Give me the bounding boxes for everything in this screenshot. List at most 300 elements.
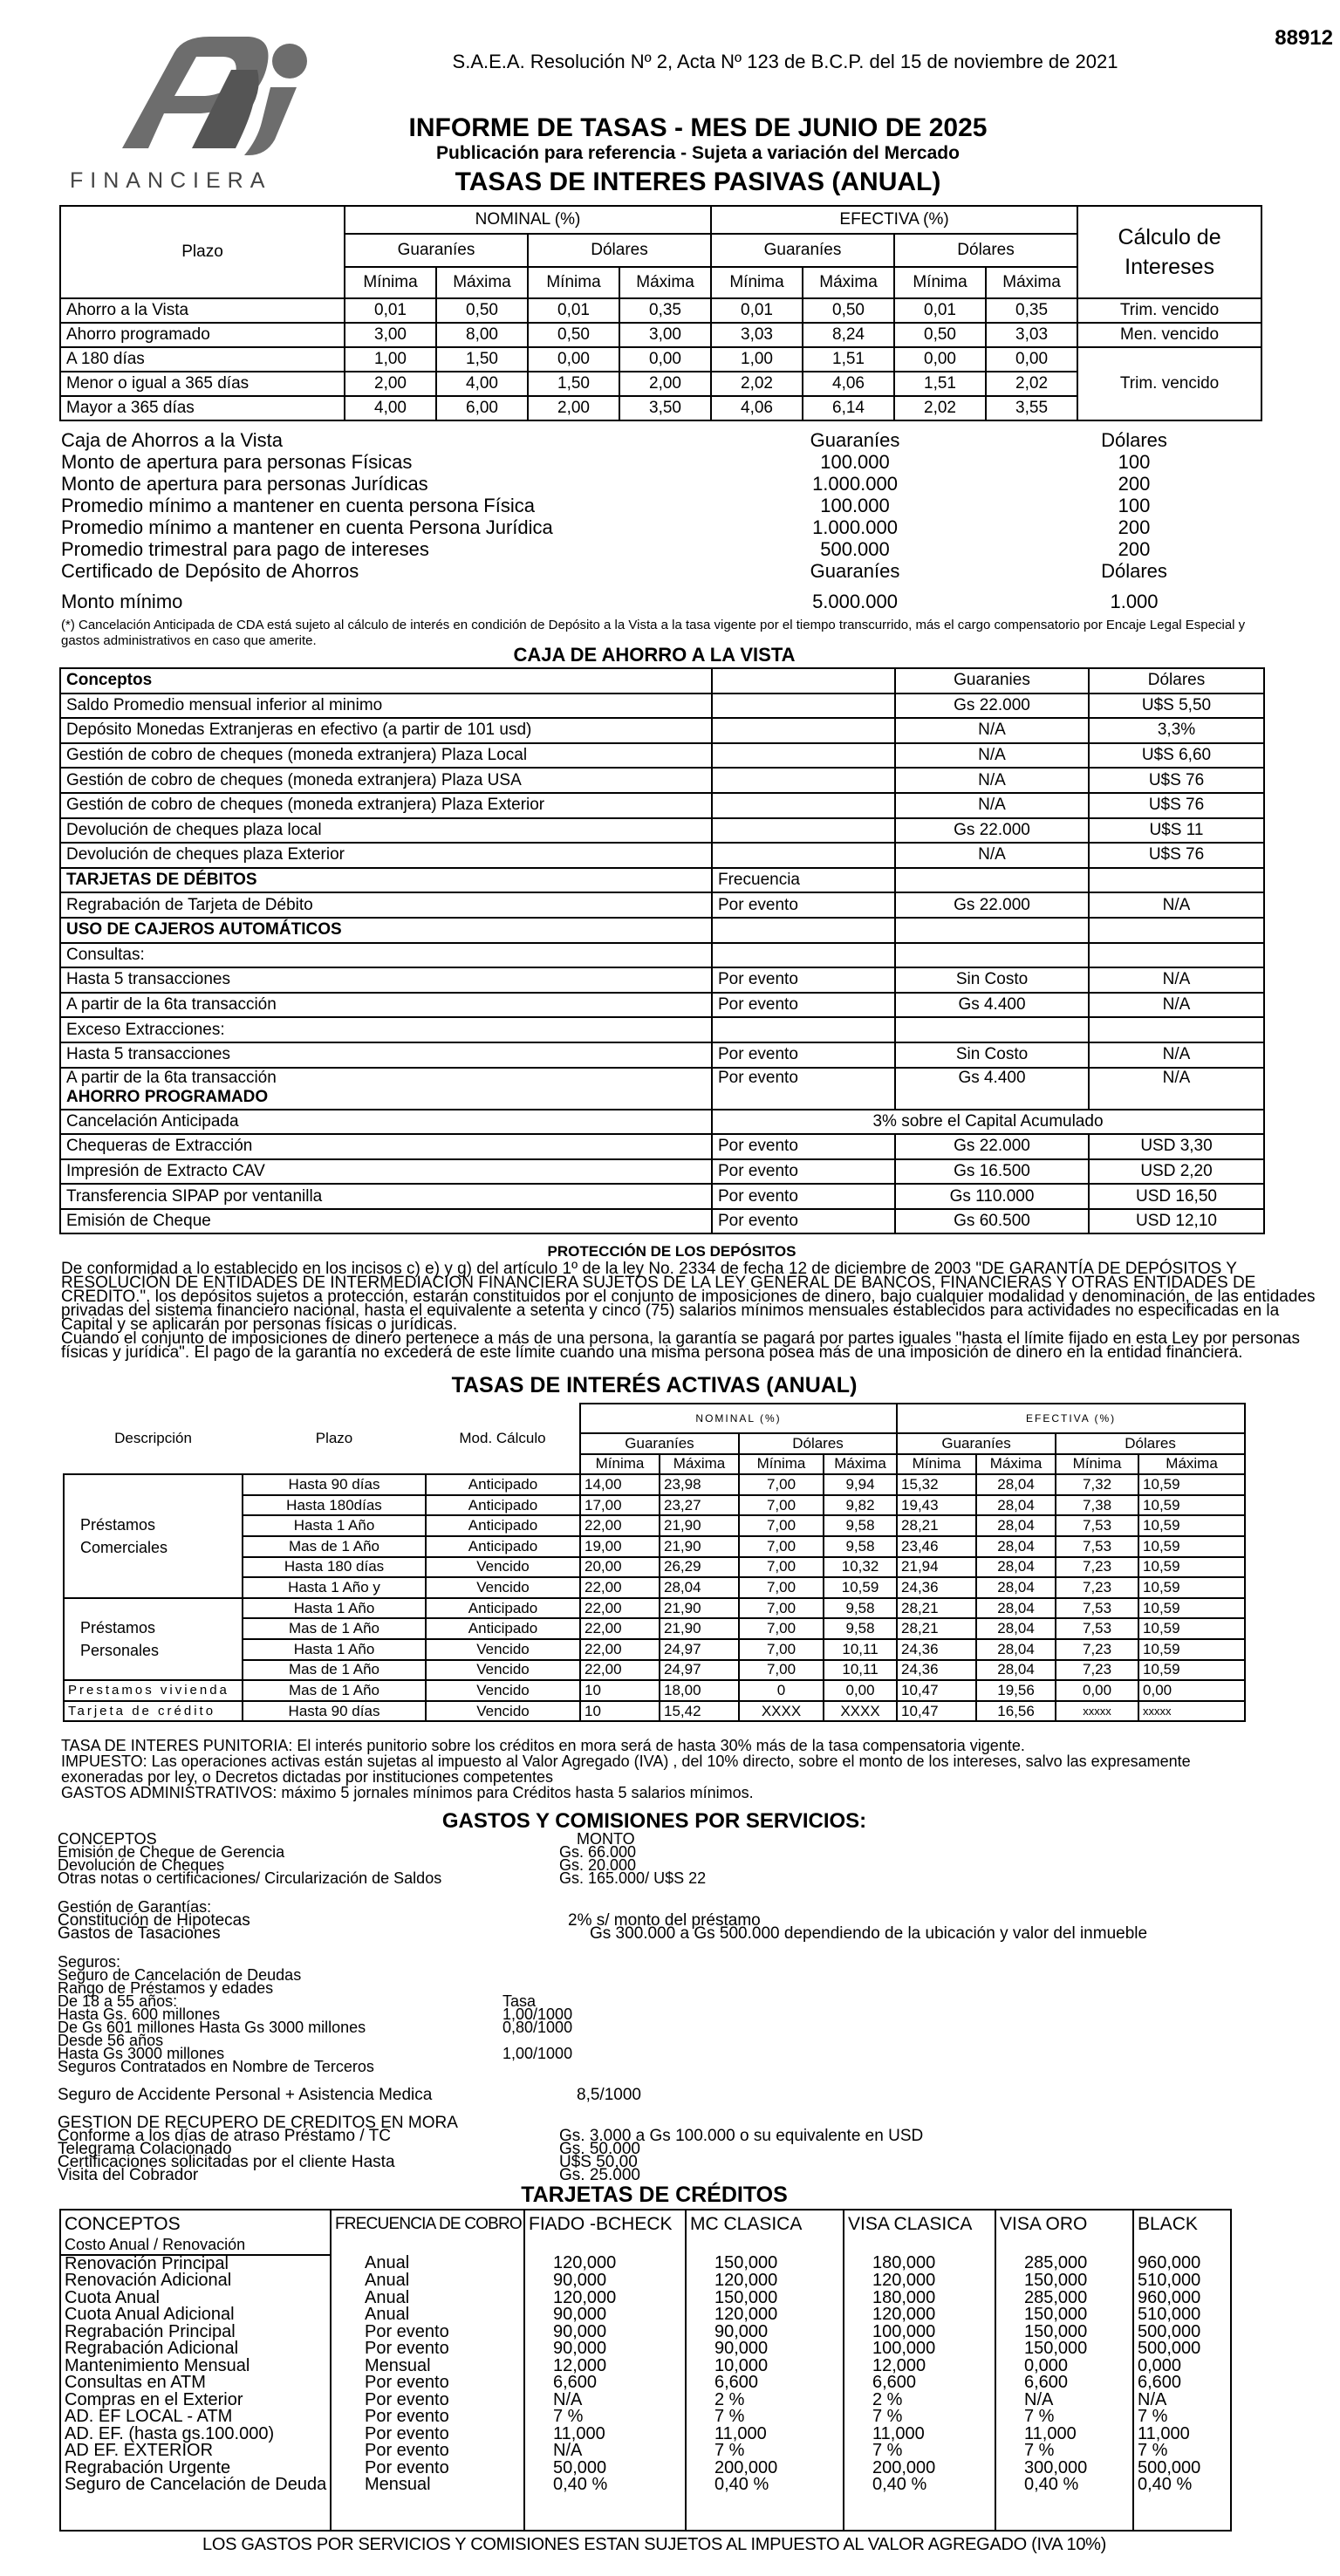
value-usd: 200 bbox=[1118, 538, 1151, 560]
rate-cell: 4,00 bbox=[436, 372, 528, 396]
rate-cell: 2,02 bbox=[894, 396, 986, 420]
table-row bbox=[60, 298, 1261, 323]
mod: Vencido bbox=[426, 1577, 580, 1598]
prog-title: AHORRO PROGRAMADO bbox=[66, 1087, 269, 1106]
concept: Transferencia SIPAP por ventanilla bbox=[60, 1184, 712, 1209]
rate: 9,58 bbox=[824, 1515, 897, 1536]
value: 100,000 bbox=[872, 2340, 936, 2358]
rate-cell: 2,02 bbox=[711, 372, 803, 396]
value: 500,000 bbox=[1138, 2459, 1201, 2477]
value: 2 % bbox=[714, 2391, 745, 2409]
desc-header: Descripción bbox=[64, 1404, 243, 1474]
plazo: Hasta 1 Año y bbox=[243, 1577, 426, 1598]
rate: 26,29 bbox=[660, 1557, 739, 1578]
rate: 20,00 bbox=[580, 1557, 660, 1578]
rate: 23,98 bbox=[660, 1474, 739, 1495]
min-header: Mínima bbox=[897, 1454, 976, 1475]
concept: Seguro de Cancelación de Deuda bbox=[65, 2477, 327, 2494]
value: 50,000 bbox=[553, 2459, 607, 2477]
table-row bbox=[60, 943, 1264, 968]
label: Certificado de Depósito de Ahorros bbox=[61, 560, 359, 582]
gs: Gs 22.000 bbox=[895, 694, 1089, 719]
freq: Por evento bbox=[712, 1184, 895, 1209]
label: Promedio trimestral para pago de intereses bbox=[61, 538, 429, 560]
freq bbox=[712, 918, 895, 943]
min-header: Mínima bbox=[528, 267, 619, 298]
value: 7 % bbox=[1024, 2409, 1055, 2426]
seguro-value: 0,80/1000 bbox=[502, 2019, 573, 2036]
rate: 7,00 bbox=[739, 1598, 824, 1619]
table-row bbox=[59, 2340, 1232, 2358]
mod: Vencido bbox=[426, 1557, 580, 1578]
rate: 7,23 bbox=[1056, 1660, 1138, 1681]
value-gs: 500.000 bbox=[820, 538, 890, 560]
rate-cell: 6,14 bbox=[803, 396, 894, 420]
min-header: Mínima bbox=[739, 1454, 824, 1475]
value-usd: 200 bbox=[1118, 516, 1151, 538]
rate: 10,59 bbox=[1138, 1660, 1245, 1681]
calc-cell: Men. vencido bbox=[1077, 323, 1261, 347]
gs: Gs 60.500 bbox=[895, 1209, 1089, 1234]
plazo-cell: Menor o igual a 365 días bbox=[60, 372, 345, 396]
proteccion-title: PROTECCIÓN DE LOS DEPÓSITOS bbox=[547, 1243, 796, 1260]
table-row bbox=[59, 2443, 1232, 2460]
col-header: VISA ORO bbox=[1000, 2214, 1088, 2234]
concept: AD EF. EXTERIOR bbox=[65, 2443, 214, 2460]
concept: Regrabación Adicional bbox=[65, 2340, 239, 2358]
rate-cell: 4,06 bbox=[711, 396, 803, 420]
plazo-cell: Ahorro programado bbox=[60, 323, 345, 347]
rate: 9,82 bbox=[824, 1495, 897, 1516]
rate-cell: 8,00 bbox=[436, 323, 528, 347]
table-row bbox=[60, 768, 1264, 793]
gasto-value: Gs 300.000 a Gs 500.000 dependiendo de la ubicación y valor del inmueble bbox=[590, 1924, 1148, 1943]
mod: Anticipado bbox=[426, 1474, 580, 1495]
gasto-value: Gs. 20.000 bbox=[559, 1856, 637, 1874]
min-header: Mínima bbox=[345, 267, 436, 298]
rate: 10,11 bbox=[824, 1639, 897, 1660]
value-usd: 100 bbox=[1118, 451, 1151, 473]
concept: Renovación Adicional bbox=[65, 2272, 232, 2290]
rate: 7,32 bbox=[1056, 1474, 1138, 1495]
doc-number: 88912 bbox=[1275, 26, 1333, 50]
concept: Chequeras de Extracción bbox=[60, 1134, 712, 1159]
value: N/A bbox=[1024, 2391, 1054, 2409]
value: 120,000 bbox=[553, 2289, 617, 2306]
gs bbox=[895, 1017, 1089, 1042]
value-usd: Dólares bbox=[1101, 560, 1167, 582]
value: 10,000 bbox=[714, 2357, 769, 2374]
freq bbox=[712, 793, 895, 818]
paragraph-line: CREDITO.", los depósitos sujetos a protección, estarán constituidos por el conjunto de imposiciones de dinero, bajo cualquier modalidad y denominación, de las entidades bbox=[61, 1288, 1316, 1306]
value: 120,000 bbox=[714, 2306, 778, 2324]
freq bbox=[712, 743, 895, 769]
rate: 21,90 bbox=[660, 1618, 739, 1639]
table-row bbox=[59, 2306, 1232, 2324]
rate: 9,58 bbox=[824, 1598, 897, 1619]
gs: N/A bbox=[895, 718, 1089, 743]
calc-cell: Trim. vencido bbox=[1077, 298, 1261, 323]
value: 6,600 bbox=[872, 2374, 917, 2392]
gs: Gs 16.500 bbox=[895, 1159, 1089, 1185]
recupero-item: Visita del Cobrador bbox=[58, 2166, 199, 2184]
seguro-value bbox=[502, 2060, 851, 2074]
concept: Regrabación de Tarjeta de Débito bbox=[60, 892, 712, 918]
rate: 0,00 bbox=[824, 1680, 897, 1701]
value: 150,000 bbox=[714, 2254, 778, 2272]
concept: Gestión de cobro de cheques (moneda extranjera) Plaza Local bbox=[60, 743, 712, 769]
conceptos-header: Conceptos bbox=[60, 668, 712, 694]
usd: U$S 76 bbox=[1089, 768, 1264, 793]
concept: AD. EF. (hasta gs.100.000) bbox=[65, 2425, 275, 2443]
tarjetas-title: TARJETAS DE CRÉDITOS bbox=[521, 2183, 788, 2207]
table-row bbox=[60, 1017, 1264, 1042]
concept: Devolución de cheques plaza Exterior bbox=[60, 843, 712, 868]
paragraph-line: RESOLUCIÓN DE ENTIDADES DE INTERMEDIACION FINANCIERA SUJETOS DE LA LEY GENERAL DE BANCOS, FINANCIERAS Y OTRAS ENTIDADES DE bbox=[61, 1274, 1256, 1292]
max-header: Máxima bbox=[660, 1454, 739, 1475]
value: 0,40 % bbox=[553, 2477, 608, 2494]
plazo: Hasta 1 Año bbox=[243, 1639, 426, 1660]
concept: Consultas en ATM bbox=[65, 2374, 206, 2392]
value-usd: 1.000 bbox=[1110, 591, 1159, 612]
gasto-value: Gs. 165.000/ U$S 22 bbox=[559, 1869, 707, 1887]
accidente-value: 8,5/1000 bbox=[577, 2086, 641, 2104]
rate: 10,59 bbox=[1138, 1618, 1245, 1639]
value: 12,000 bbox=[872, 2357, 926, 2374]
rate: 10,59 bbox=[1138, 1515, 1245, 1536]
concept: A partir de la 6ta transacción bbox=[60, 993, 712, 1018]
gs: N/A bbox=[895, 743, 1089, 769]
passive-rates-table bbox=[59, 205, 1262, 421]
rate: 10,47 bbox=[897, 1701, 976, 1722]
usd: N/A bbox=[1089, 967, 1264, 993]
mod-header: Mod. Cálculo bbox=[426, 1404, 580, 1474]
value: 510,000 bbox=[1138, 2306, 1201, 2324]
value: 150,000 bbox=[714, 2289, 778, 2306]
rate: 15,32 bbox=[897, 1474, 976, 1495]
value: 90,000 bbox=[714, 2340, 769, 2358]
gs: Gs 22.000 bbox=[895, 892, 1089, 918]
mod: Anticipado bbox=[426, 1618, 580, 1639]
freq bbox=[712, 768, 895, 793]
mod: Vencido bbox=[426, 1680, 580, 1701]
gs bbox=[895, 943, 1089, 968]
gasto-value: Gs. 66.000 bbox=[559, 1843, 637, 1861]
rate: 22,00 bbox=[580, 1639, 660, 1660]
monto-label: MONTO bbox=[577, 1830, 635, 1848]
rate: 7,00 bbox=[739, 1639, 824, 1660]
value: 285,000 bbox=[1024, 2289, 1088, 2306]
usd: USD 16,50 bbox=[1089, 1184, 1264, 1209]
gasto-item: Gastos de Tasaciones bbox=[58, 1924, 221, 1943]
usd: U$S 76 bbox=[1089, 793, 1264, 818]
table-row bbox=[60, 993, 1264, 1018]
table-row bbox=[60, 1042, 1264, 1068]
value: 0,000 bbox=[1024, 2357, 1069, 2374]
paragraph-line: De conformidad a lo establecido en los incisos c) e) y g) del artículo 1º de la ley No. 2334 de fecha 12 de diciembre de 2003 "DE GARANTÍA DE DEPÓSITOS Y bbox=[61, 1260, 1237, 1278]
plazo-header: Plazo bbox=[60, 206, 345, 298]
label: Promedio mínimo a mantener en cuenta Persona Jurídica bbox=[61, 516, 553, 538]
rate-cell: 0,00 bbox=[528, 347, 619, 372]
concept: Saldo Promedio mensual inferior al minimo bbox=[60, 694, 712, 719]
seguro-item: Seguros Contratados en Nombre de Terceros bbox=[58, 2058, 374, 2075]
rate-cell: 0,35 bbox=[986, 298, 1077, 323]
value: 150,000 bbox=[1024, 2323, 1088, 2340]
table-row bbox=[60, 818, 1264, 844]
caja-table bbox=[59, 667, 1265, 1234]
rate: 28,04 bbox=[976, 1577, 1056, 1598]
table-row bbox=[59, 2392, 1232, 2409]
seguro-value: 1,00/1000 bbox=[502, 2005, 573, 2023]
rate-cell: 3,50 bbox=[619, 396, 711, 420]
rate: 19,00 bbox=[580, 1536, 660, 1557]
value: 7 % bbox=[1138, 2409, 1168, 2426]
rate: 24,36 bbox=[897, 1577, 976, 1598]
rate: 10,59 bbox=[1138, 1536, 1245, 1557]
gs bbox=[895, 868, 1089, 893]
rate: 0,00 bbox=[1138, 1680, 1245, 1701]
concept: Cuota Anual Adicional bbox=[65, 2306, 235, 2324]
rate: 24,97 bbox=[660, 1639, 739, 1660]
plazo: Hasta 180 días bbox=[243, 1557, 426, 1578]
usd bbox=[1089, 918, 1264, 943]
concept: Compras en el Exterior bbox=[65, 2391, 243, 2409]
savings-info bbox=[61, 429, 1282, 649]
max-header: Máxima bbox=[619, 267, 711, 298]
value: 11,000 bbox=[714, 2425, 767, 2443]
freq: Frecuencia bbox=[712, 868, 895, 893]
value: 300,000 bbox=[1024, 2459, 1088, 2477]
rate: 7,00 bbox=[739, 1515, 824, 1536]
nominal-header: NOMINAL (%) bbox=[580, 1404, 897, 1433]
rate: 18,00 bbox=[660, 1680, 739, 1701]
plazo: Hasta 90 días bbox=[243, 1474, 426, 1495]
rate: 15,42 bbox=[660, 1701, 739, 1722]
value: 90,000 bbox=[553, 2272, 607, 2290]
gastos-title: GASTOS Y COMISIONES POR SERVICIOS: bbox=[441, 1809, 867, 1833]
col-header: FRECUENCIA DE COBRO bbox=[335, 2215, 522, 2233]
gs: Sin Costo bbox=[895, 967, 1089, 993]
value-gs: 5.000.000 bbox=[812, 591, 898, 612]
table-row bbox=[60, 843, 1264, 868]
passive-title: TASAS DE INTERES PASIVAS (ANUAL) bbox=[455, 167, 941, 196]
concept: Impresión de Extracto CAV bbox=[60, 1159, 712, 1185]
seguro-item: Hasta Gs 3000 millones bbox=[58, 2045, 225, 2062]
value-gs: 100.000 bbox=[820, 495, 890, 516]
proteccion-section bbox=[61, 1243, 1316, 1362]
gasto-value: 2% s/ monto del préstamo bbox=[568, 1911, 761, 1930]
rate-cell: 0,50 bbox=[436, 298, 528, 323]
value: 2 % bbox=[872, 2391, 903, 2409]
value: 7 % bbox=[872, 2409, 903, 2426]
label: Caja de Ahorros a la Vista bbox=[61, 429, 283, 451]
max-header: Máxima bbox=[436, 267, 528, 298]
rate: 24,97 bbox=[660, 1660, 739, 1681]
garantias-title: Gestión de Garantías: bbox=[58, 1898, 212, 1916]
value-usd: Dólares bbox=[1101, 429, 1167, 451]
concept: Regrabación Principal bbox=[65, 2323, 236, 2340]
notes bbox=[61, 1738, 1191, 1800]
freq: Por evento bbox=[365, 2323, 449, 2340]
usd-header: Dólares bbox=[739, 1433, 897, 1454]
rate: 28,04 bbox=[976, 1598, 1056, 1619]
rate: 7,53 bbox=[1056, 1515, 1138, 1536]
concept: TARJETAS DE DÉBITOS bbox=[60, 868, 712, 893]
rate: 21,90 bbox=[660, 1536, 739, 1557]
value: 7 % bbox=[1024, 2443, 1055, 2460]
gs-header: Guaraníes bbox=[345, 234, 528, 267]
freq: Por evento bbox=[712, 892, 895, 918]
max-header: Máxima bbox=[824, 1454, 897, 1475]
concept: Mantenimiento Mensual bbox=[65, 2357, 250, 2374]
rate-cell: 4,00 bbox=[345, 396, 436, 420]
value: 120,000 bbox=[714, 2272, 778, 2290]
table-row bbox=[59, 2374, 1232, 2392]
value: 6,600 bbox=[553, 2374, 598, 2392]
calc-cell: Trim. vencido bbox=[1077, 347, 1261, 420]
rate-cell: 0,50 bbox=[894, 323, 986, 347]
freq: Anual bbox=[365, 2289, 410, 2306]
seguro-item: De 18 a 55 años: bbox=[58, 1992, 178, 2010]
table-row bbox=[59, 2324, 1232, 2341]
gs: N/A bbox=[895, 793, 1089, 818]
value: 7 % bbox=[1138, 2443, 1168, 2460]
value-usd: 200 bbox=[1118, 473, 1151, 495]
freq: Anual bbox=[365, 2254, 410, 2272]
note-line: IMPUESTO: Las operaciones activas están sujetas al impuesto al Valor Agregado (IVA) , del 10% directo, sobre el monto de los intereses, salvo las expresamente bbox=[61, 1753, 1191, 1770]
gasto-item: Constitución de Hipotecas bbox=[58, 1911, 250, 1930]
paragraph-line: Cuando el conjunto de imposiciones de dinero pertenece a más de una persona, la garantía se pagará por partes iguales "hasta el límite fijado en esta Ley por personas bbox=[61, 1329, 1300, 1348]
value: 150,000 bbox=[1024, 2340, 1088, 2358]
report-title: INFORME DE TASAS - MES DE JUNIO DE 2025 bbox=[408, 113, 988, 142]
blank-header bbox=[712, 668, 895, 694]
active-title: TASAS DE INTERÉS ACTIVAS (ANUAL) bbox=[451, 1373, 858, 1397]
value-usd: 100 bbox=[1118, 495, 1151, 516]
conceptos-label: CONCEPTOS bbox=[58, 1830, 157, 1848]
rate: 28,04 bbox=[976, 1639, 1056, 1660]
value: 150,000 bbox=[1024, 2272, 1088, 2290]
freq bbox=[712, 1017, 895, 1042]
freq bbox=[712, 818, 895, 844]
concept: Cancelación Anticipada bbox=[60, 1110, 712, 1135]
value: 180,000 bbox=[872, 2254, 936, 2272]
value: 180,000 bbox=[872, 2289, 936, 2306]
rate-cell: 0,50 bbox=[528, 323, 619, 347]
rate: 7,53 bbox=[1056, 1598, 1138, 1619]
rate: 16,56 bbox=[976, 1701, 1056, 1722]
mod: Vencido bbox=[426, 1639, 580, 1660]
rate: 28,21 bbox=[897, 1598, 976, 1619]
paragraph-line: físicas y jurídica". El pago de la garantía no excederá de este límite cuando una misma persona posea más de una imposición de dinero en la entidad financiera. bbox=[61, 1343, 1243, 1362]
rate: 10,59 bbox=[1138, 1474, 1245, 1495]
plazo: Hasta 1 Año bbox=[243, 1515, 426, 1536]
max-header: Máxima bbox=[976, 1454, 1056, 1475]
table-row bbox=[60, 967, 1264, 993]
label: Monto de apertura para personas Físicas bbox=[61, 451, 413, 473]
gasto-item: Emisión de Cheque de Gerencia bbox=[58, 1843, 285, 1861]
seguros-line: Seguro de Cancelación de Deudas bbox=[58, 1966, 302, 1984]
rate: 19,56 bbox=[976, 1680, 1056, 1701]
max-header: Máxima bbox=[986, 267, 1077, 298]
concept: Consultas: bbox=[60, 943, 712, 968]
table-row bbox=[60, 718, 1264, 743]
rate: 14,00 bbox=[580, 1474, 660, 1495]
value-gs: 1.000.000 bbox=[812, 473, 898, 495]
calc-header: Cálculo de Intereses bbox=[1077, 206, 1261, 298]
rate: 7,23 bbox=[1056, 1557, 1138, 1578]
logo bbox=[61, 35, 314, 193]
freq: Por evento bbox=[365, 2443, 449, 2460]
table-row bbox=[60, 868, 1264, 893]
value: 11,000 bbox=[872, 2425, 925, 2443]
freq: Por evento bbox=[365, 2425, 449, 2443]
rate-cell: 2,00 bbox=[528, 396, 619, 420]
accidente-item: Seguro de Accidente Personal + Asistencia Medica bbox=[58, 2086, 433, 2104]
mod: Anticipado bbox=[426, 1598, 580, 1619]
usd: U$S 5,50 bbox=[1089, 694, 1264, 719]
usd-header: Dólares bbox=[894, 234, 1077, 267]
rate-cell: 0,01 bbox=[345, 298, 436, 323]
seguro-value: 1,00/1000 bbox=[502, 2045, 573, 2062]
usd: USD 2,20 bbox=[1089, 1159, 1264, 1185]
value-gs: 1.000.000 bbox=[812, 516, 898, 538]
concept: Devolución de cheques plaza local bbox=[60, 818, 712, 844]
table-row bbox=[60, 1159, 1264, 1185]
rate: 7,23 bbox=[1056, 1639, 1138, 1660]
rate-cell: 0,01 bbox=[711, 298, 803, 323]
rate: 23,27 bbox=[660, 1495, 739, 1516]
rate-cell: 1,51 bbox=[803, 347, 894, 372]
mod: Anticipado bbox=[426, 1515, 580, 1536]
value: N/A bbox=[1138, 2391, 1167, 2409]
paragraph-line: Capital y se aplicarán por personas físicas o jurídicas. bbox=[61, 1315, 458, 1334]
value: 120,000 bbox=[872, 2306, 936, 2324]
usd: U$S 11 bbox=[1089, 818, 1264, 844]
rate: 0 bbox=[739, 1680, 824, 1701]
rate: 22,00 bbox=[580, 1577, 660, 1598]
rate: 7,53 bbox=[1056, 1536, 1138, 1557]
table-row bbox=[60, 1209, 1264, 1234]
rate: 7,38 bbox=[1056, 1495, 1138, 1516]
rate-cell: 0,01 bbox=[528, 298, 619, 323]
rate: 9,58 bbox=[824, 1618, 897, 1639]
rate: 7,00 bbox=[739, 1660, 824, 1681]
freq: Por evento bbox=[712, 1159, 895, 1185]
value: 11,000 bbox=[1138, 2425, 1190, 2443]
freq bbox=[712, 843, 895, 868]
paragraph-line: privadas del sistema financiero nacional, hasta el equivalente a setenta y cinco (75) salarios mínimos mensuales establecidos para actividades no especificadas en la bbox=[61, 1302, 1280, 1320]
table-row bbox=[59, 2255, 1232, 2273]
tarjetas-table bbox=[59, 2210, 1232, 2494]
rate: 10,32 bbox=[824, 1557, 897, 1578]
recupero-item: Certificaciones solicitadas por el cliente Hasta bbox=[58, 2153, 395, 2171]
rate: 10,59 bbox=[1138, 1577, 1245, 1598]
rate-cell: 0,35 bbox=[619, 298, 711, 323]
rate: 28,21 bbox=[897, 1618, 976, 1639]
rate-cell: 6,00 bbox=[436, 396, 528, 420]
label: Promedio mínimo a mantener en cuenta persona Física bbox=[61, 495, 535, 516]
value: 0,40 % bbox=[872, 2477, 927, 2494]
rate-cell: 0,00 bbox=[619, 347, 711, 372]
rate-cell: 3,00 bbox=[619, 323, 711, 347]
value: 0,40 % bbox=[714, 2477, 769, 2494]
usd: N/A bbox=[1089, 1068, 1264, 1110]
rate: 10,59 bbox=[1138, 1639, 1245, 1660]
value: 6,600 bbox=[1024, 2374, 1069, 2392]
note-line: GASTOS ADMINISTRATIVOS: máximo 5 jornales mínimos para Créditos hasta 5 salarios mínimos. bbox=[61, 1784, 754, 1801]
usd: N/A bbox=[1089, 892, 1264, 918]
rate-cell: 1,00 bbox=[711, 347, 803, 372]
